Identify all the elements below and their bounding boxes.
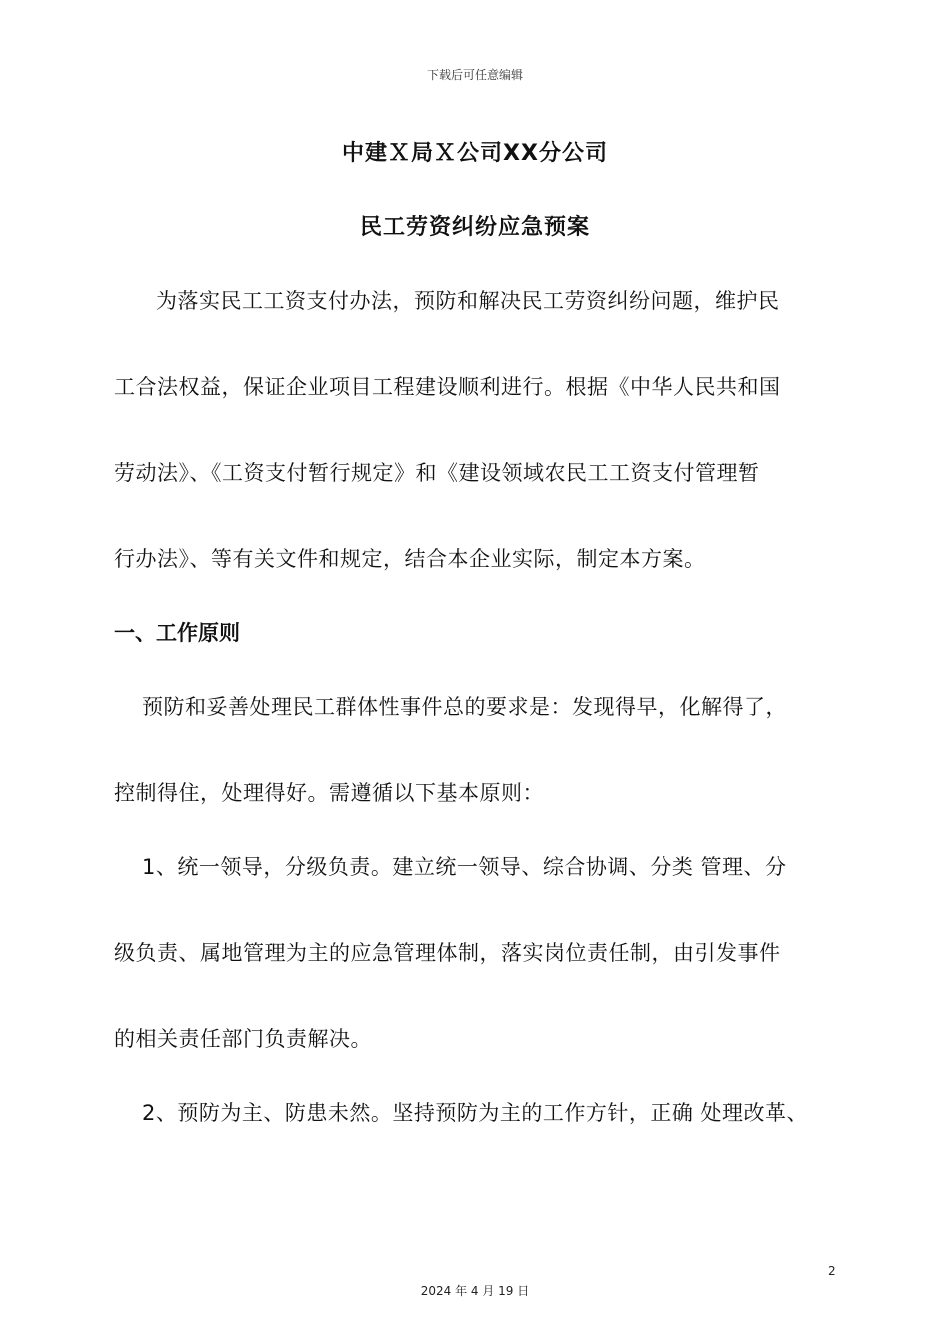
intro-line-3: 劳动法》、《工资支付暂行规定》和《建设领域农民工工资支付管理暂 [114,461,760,485]
document-title: 中建Ｘ局Ｘ公司XX分公司 [342,141,608,166]
intro-line-2: 工合法权益，保证企业项目工程建设顺利进行。根据《中华人民共和国 [114,375,781,399]
section-para-line-1: 预防和妥善处理民工群体性事件总的要求是：发现得早，化解得了， [142,695,787,719]
principle-2-line-1: 2、预防为主、防患未然。坚持预防为主的工作方针，正确 处理改革、 [142,1101,809,1125]
intro-line-4: 行办法》、等有关文件和规定，结合本企业实际，制定本方案。 [114,547,706,571]
document-subtitle: 民工劳资纠纷应急预案 [359,215,590,240]
principle-1-line-1: 1、统一领导，分级负责。建立统一领导、综合协调、分类 管理、分 [142,855,787,879]
intro-line-1: 为落实民工工资支付办法，预防和解决民工劳资纠纷问题，维护民 [156,289,780,313]
section-para-line-2: 控制得住，处理得好。需遵循以下基本原则： [114,781,544,805]
principle-1-line-2: 级负责、属地管理为主的应急管理体制，落实岗位责任制，由引发事件 [114,941,781,965]
section-heading: 一、工作原则 [114,621,240,645]
header-note: 下载后可任意编辑 [426,68,523,82]
footer-date: 2024 年 4 月 19 日 [420,1284,530,1298]
principle-1-line-3: 的相关责任部门负责解决。 [114,1027,372,1051]
page-number: 2 [828,1264,836,1278]
